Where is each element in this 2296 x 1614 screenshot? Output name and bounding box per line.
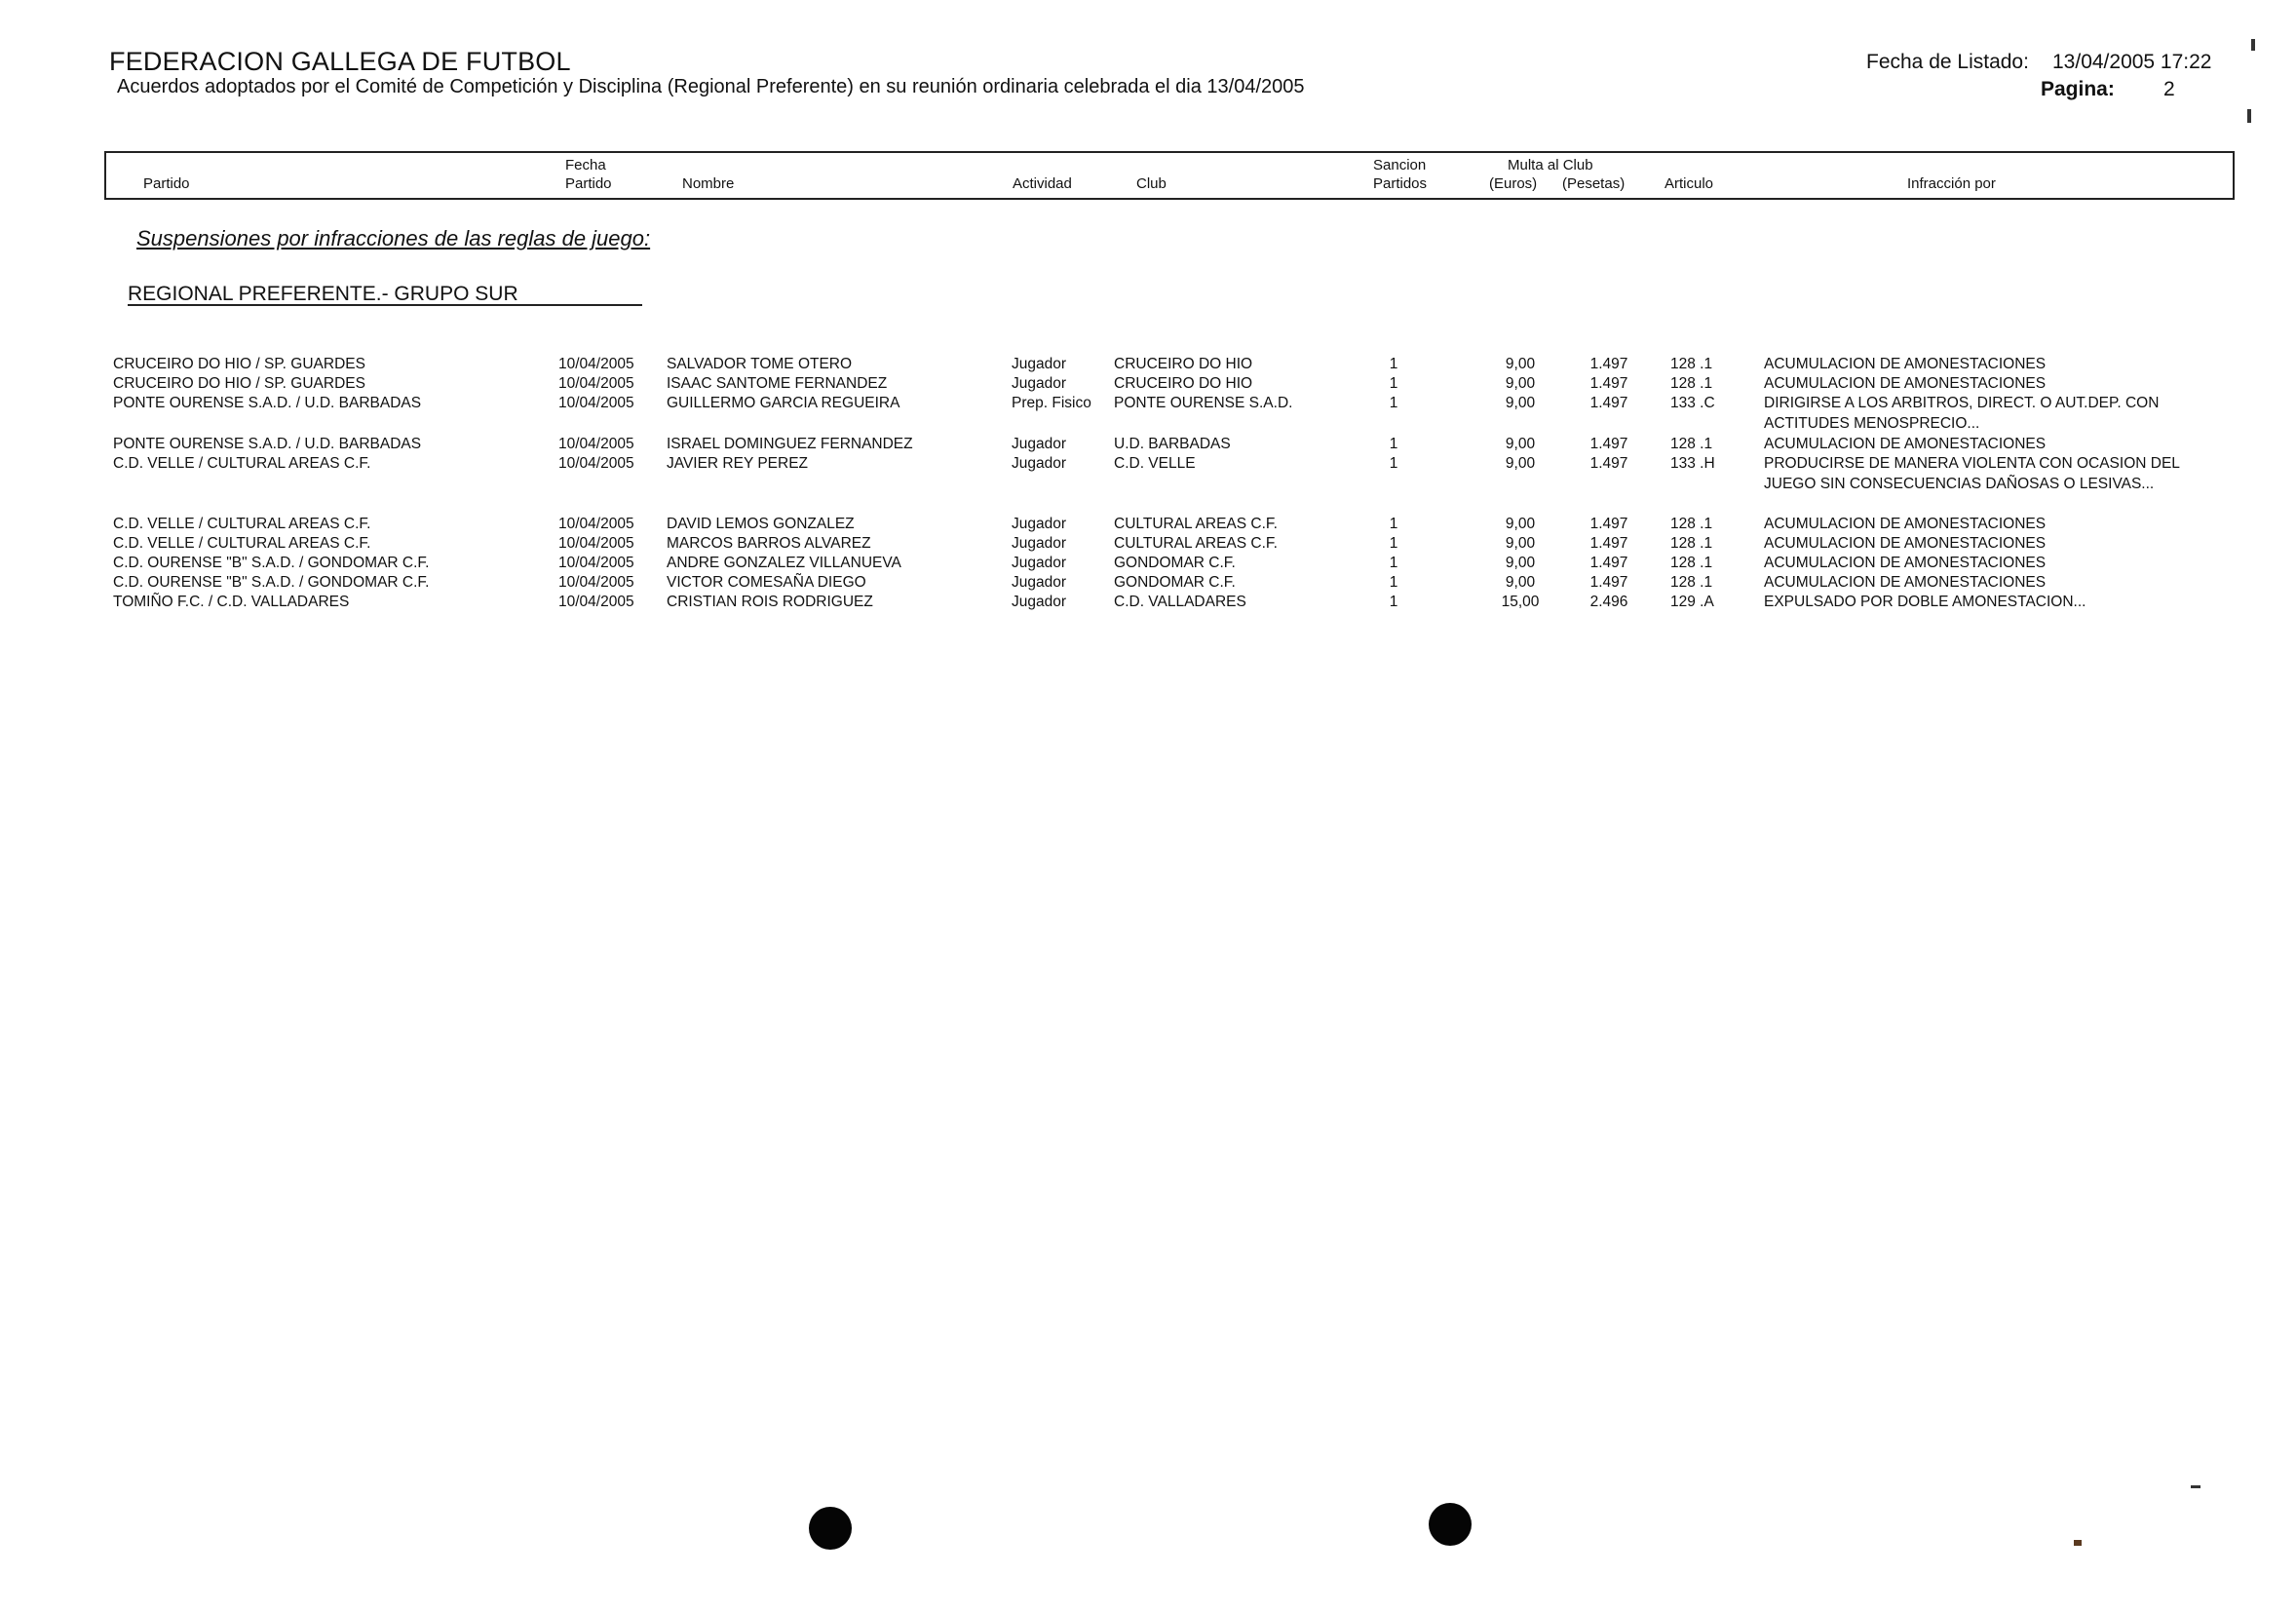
cell-pesetas: 1.497 (1589, 516, 1628, 532)
cell-euros: 9,00 (1505, 555, 1536, 571)
cell-club: GONDOMAR C.F. (1114, 574, 1236, 591)
cell-actividad: Prep. Fisico (1012, 395, 1091, 411)
cell-nombre: ISRAEL DOMINGUEZ FERNANDEZ (667, 436, 913, 452)
cell-club: C.D. VELLE (1114, 455, 1196, 472)
cell-fecha: 10/04/2005 (558, 516, 634, 532)
cell-articulo: 128 .1 (1670, 516, 1713, 532)
col-actividad: Actividad (1013, 175, 1072, 192)
table-row (0, 354, 2296, 374)
cell-nombre: SALVADOR TOME OTERO (667, 356, 853, 372)
group-title: REGIONAL PREFERENTE.- GRUPO SUR (128, 283, 518, 305)
cell-infraccion: ACUMULACION DE AMONESTACIONES (1764, 436, 2047, 452)
scan-mark (2191, 1485, 2200, 1488)
cell-infraccion: DIRIGIRSE A LOS ARBITROS, DIRECT. O AUT.DEP. CON (1764, 395, 2160, 411)
organization-title: FEDERACION GALLEGA DE FUTBOL (109, 47, 571, 76)
cell-fecha: 10/04/2005 (558, 535, 634, 552)
cell-infraccion-continued: JUEGO SIN CONSECUENCIAS DAÑOSAS O LESIVAS... (1764, 476, 2155, 492)
cell-sancion: 1 (1389, 574, 1398, 591)
cell-fecha: 10/04/2005 (558, 375, 634, 392)
scan-mark (2247, 109, 2251, 123)
cell-sancion: 1 (1389, 455, 1398, 472)
group-title-underline (128, 304, 642, 306)
cell-infraccion: ACUMULACION DE AMONESTACIONES (1764, 555, 2047, 571)
cell-articulo: 128 .1 (1670, 375, 1713, 392)
cell-infraccion: ACUMULACION DE AMONESTACIONES (1764, 535, 2047, 552)
cell-nombre: MARCOS BARROS ALVAREZ (667, 535, 871, 552)
table-row (0, 453, 2296, 492)
cell-nombre: JAVIER REY PEREZ (667, 455, 808, 472)
table-row (0, 592, 2296, 612)
col-articulo: Articulo (1665, 175, 1714, 192)
cell-fecha: 10/04/2005 (558, 395, 634, 411)
binder-hole-left (809, 1507, 852, 1550)
cell-actividad: Jugador (1012, 436, 1067, 452)
cell-nombre: ISAAC SANTOME FERNANDEZ (667, 375, 888, 392)
listing-date-label: Fecha de Listado: (1866, 51, 2029, 73)
cell-fecha: 10/04/2005 (558, 594, 634, 610)
cell-euros: 9,00 (1505, 535, 1536, 552)
table-row (0, 434, 2296, 454)
cell-actividad: Jugador (1012, 516, 1067, 532)
cell-partido: CRUCEIRO DO HIO / SP. GUARDES (113, 375, 365, 392)
cell-pesetas: 1.497 (1589, 356, 1628, 372)
cell-infraccion: ACUMULACION DE AMONESTACIONES (1764, 375, 2047, 392)
cell-euros: 9,00 (1505, 516, 1536, 532)
document-subtitle: Acuerdos adoptados por el Comité de Competición y Disciplina (Regional Preferente) en su reunión ordinaria celebrada el dia 13/04/2005 (117, 76, 1305, 97)
cell-club: CULTURAL AREAS C.F. (1114, 516, 1278, 532)
col-fecha: Fecha (565, 157, 606, 173)
section-title: Suspensiones por infracciones de las reglas de juego: (136, 226, 651, 250)
cell-infraccion: EXPULSADO POR DOBLE AMONESTACION... (1764, 594, 2086, 610)
cell-fecha: 10/04/2005 (558, 436, 634, 452)
cell-euros: 9,00 (1505, 375, 1536, 392)
cell-sancion: 1 (1389, 535, 1398, 552)
cell-euros: 9,00 (1505, 436, 1536, 452)
cell-club: CRUCEIRO DO HIO (1114, 375, 1253, 392)
table-row (0, 373, 2296, 394)
cell-pesetas: 1.497 (1589, 395, 1628, 411)
table-row (0, 514, 2296, 534)
cell-fecha: 10/04/2005 (558, 455, 634, 472)
cell-sancion: 1 (1389, 555, 1398, 571)
scan-mark (2251, 39, 2255, 51)
col-multa: Multa al Club (1508, 157, 1593, 173)
cell-pesetas: 1.497 (1589, 535, 1628, 552)
cell-nombre: CRISTIAN ROIS RODRIGUEZ (667, 594, 873, 610)
cell-actividad: Jugador (1012, 455, 1067, 472)
cell-articulo: 128 .1 (1670, 555, 1713, 571)
col-fecha-partido: Partido (565, 175, 612, 192)
cell-euros: 9,00 (1505, 455, 1536, 472)
cell-euros: 9,00 (1505, 356, 1536, 372)
cell-fecha: 10/04/2005 (558, 555, 634, 571)
cell-sancion: 1 (1389, 516, 1398, 532)
cell-euros: 9,00 (1505, 395, 1536, 411)
cell-infraccion: ACUMULACION DE AMONESTACIONES (1764, 574, 2047, 591)
cell-partido: C.D. OURENSE "B" S.A.D. / GONDOMAR C.F. (113, 574, 430, 591)
cell-actividad: Jugador (1012, 535, 1067, 552)
col-partido: Partido (143, 175, 190, 192)
cell-pesetas: 1.497 (1589, 574, 1628, 591)
col-sancion: Sancion (1373, 157, 1427, 173)
cell-articulo: 129 .A (1670, 594, 1714, 610)
cell-euros: 15,00 (1501, 594, 1540, 610)
cell-actividad: Jugador (1012, 594, 1067, 610)
col-club: Club (1136, 175, 1167, 192)
cell-partido: PONTE OURENSE S.A.D. / U.D. BARBADAS (113, 436, 422, 452)
cell-pesetas: 1.497 (1589, 375, 1628, 392)
cell-fecha: 10/04/2005 (558, 574, 634, 591)
cell-club: GONDOMAR C.F. (1114, 555, 1236, 571)
cell-partido: C.D. VELLE / CULTURAL AREAS C.F. (113, 455, 371, 472)
col-euros: (Euros) (1489, 175, 1538, 192)
cell-nombre: VICTOR COMESAÑA DIEGO (667, 574, 866, 591)
cell-pesetas: 2.496 (1589, 594, 1628, 610)
cell-partido: PONTE OURENSE S.A.D. / U.D. BARBADAS (113, 395, 422, 411)
cell-sancion: 1 (1389, 395, 1398, 411)
page-number: 2 (2163, 78, 2175, 100)
cell-articulo: 128 .1 (1670, 535, 1713, 552)
cell-partido: C.D. OURENSE "B" S.A.D. / GONDOMAR C.F. (113, 555, 430, 571)
cell-club: PONTE OURENSE S.A.D. (1114, 395, 1293, 411)
col-infraccion: Infracción por (1907, 175, 1996, 192)
cell-partido: CRUCEIRO DO HIO / SP. GUARDES (113, 356, 365, 372)
col-pesetas: (Pesetas) (1562, 175, 1626, 192)
cell-sancion: 1 (1389, 436, 1398, 452)
cell-articulo: 128 .1 (1670, 574, 1713, 591)
table-row (0, 572, 2296, 593)
listing-date-value: 13/04/2005 17:22 (2052, 51, 2212, 73)
cell-nombre: ANDRE GONZALEZ VILLANUEVA (667, 555, 901, 571)
cell-sancion: 1 (1389, 375, 1398, 392)
cell-pesetas: 1.497 (1589, 455, 1628, 472)
page-label: Pagina: (2041, 78, 2115, 100)
binder-hole-right (1429, 1503, 1472, 1546)
column-header-box (104, 151, 2235, 200)
cell-sancion: 1 (1389, 594, 1398, 610)
scan-mark (2074, 1540, 2082, 1546)
cell-infraccion: ACUMULACION DE AMONESTACIONES (1764, 516, 2047, 532)
cell-euros: 9,00 (1505, 574, 1536, 591)
cell-club: CULTURAL AREAS C.F. (1114, 535, 1278, 552)
table-row (0, 553, 2296, 573)
cell-infraccion-continued: ACTITUDES MENOSPRECIO... (1764, 415, 1980, 432)
cell-infraccion: PRODUCIRSE DE MANERA VIOLENTA CON OCASION DEL (1764, 455, 2180, 472)
cell-pesetas: 1.497 (1589, 555, 1628, 571)
cell-partido: C.D. VELLE / CULTURAL AREAS C.F. (113, 516, 371, 532)
cell-pesetas: 1.497 (1589, 436, 1628, 452)
table-row (0, 533, 2296, 554)
cell-club: C.D. VALLADARES (1114, 594, 1246, 610)
cell-sancion: 1 (1389, 356, 1398, 372)
cell-actividad: Jugador (1012, 375, 1067, 392)
cell-nombre: DAVID LEMOS GONZALEZ (667, 516, 855, 532)
cell-infraccion: ACUMULACION DE AMONESTACIONES (1764, 356, 2047, 372)
cell-actividad: Jugador (1012, 574, 1067, 591)
cell-club: U.D. BARBADAS (1114, 436, 1231, 452)
cell-nombre: GUILLERMO GARCIA REGUEIRA (667, 395, 900, 411)
cell-partido: C.D. VELLE / CULTURAL AREAS C.F. (113, 535, 371, 552)
cell-articulo: 133 .C (1670, 395, 1715, 411)
cell-actividad: Jugador (1012, 356, 1067, 372)
col-nombre: Nombre (682, 175, 735, 192)
cell-articulo: 133 .H (1670, 455, 1715, 472)
cell-actividad: Jugador (1012, 555, 1067, 571)
cell-club: CRUCEIRO DO HIO (1114, 356, 1253, 372)
cell-fecha: 10/04/2005 (558, 356, 634, 372)
table-row (0, 393, 2296, 432)
cell-articulo: 128 .1 (1670, 436, 1713, 452)
cell-articulo: 128 .1 (1670, 356, 1713, 372)
cell-partido: TOMIÑO F.C. / C.D. VALLADARES (113, 594, 350, 610)
col-sancion-partidos: Partidos (1373, 175, 1428, 192)
